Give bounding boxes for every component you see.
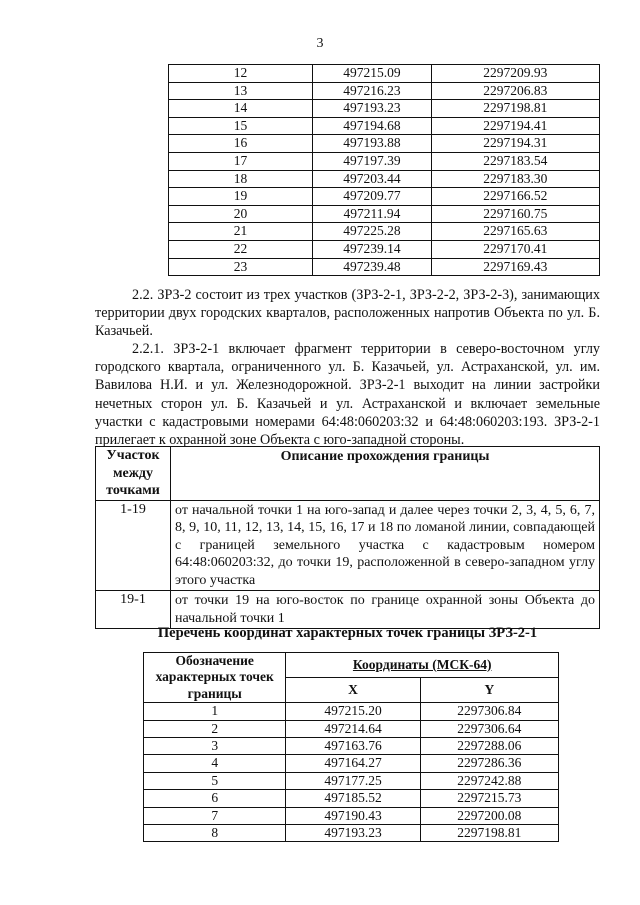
point-cell: 5 bbox=[144, 772, 286, 789]
point-cell: 18 bbox=[169, 170, 313, 188]
y-cell: 2297160.75 bbox=[431, 205, 599, 223]
y-cell: 2297200.08 bbox=[420, 807, 558, 824]
point-cell: 16 bbox=[169, 135, 313, 153]
y-cell: 2297209.93 bbox=[431, 65, 599, 83]
x-cell: 497211.94 bbox=[313, 205, 432, 223]
y-cell: 2297183.54 bbox=[431, 152, 599, 170]
x-cell: 497197.39 bbox=[313, 152, 432, 170]
point-cell: 14 bbox=[169, 100, 313, 118]
table-row bbox=[169, 117, 600, 135]
y-cell: 2297306.84 bbox=[420, 703, 558, 720]
y-cell: 2297166.52 bbox=[431, 188, 599, 206]
y-cell: 2297286.36 bbox=[420, 755, 558, 772]
table-row bbox=[144, 807, 559, 824]
y-cell: 2297215.73 bbox=[420, 790, 558, 807]
x-cell: 497215.09 bbox=[313, 65, 432, 83]
table-row bbox=[144, 738, 559, 755]
y-cell: 2297198.81 bbox=[420, 825, 558, 842]
table-row bbox=[169, 82, 600, 100]
table-row bbox=[169, 100, 600, 118]
table-row bbox=[144, 825, 559, 842]
x-cell: 497163.76 bbox=[286, 738, 420, 755]
x-cell: 497239.14 bbox=[313, 240, 432, 258]
point-cell: 8 bbox=[144, 825, 286, 842]
y-cell: 2297170.41 bbox=[431, 240, 599, 258]
x-cell: 497177.25 bbox=[286, 772, 420, 789]
point-cell: 19 bbox=[169, 188, 313, 206]
header-description: Описание прохождения границы bbox=[171, 447, 600, 501]
paragraph-zrz-2-1: 2.2.1. ЗРЗ-2-1 включает фрагмент территории в северо-восточном углу городского квартала, ограниченного ул. Б. Казачьей, ул. Астраханской, ул. им. Вавилова Н.И. и ул. Железнодорожной. ЗРЗ-2-1 выходит на линии застройки нечетных сторон ул. Б. Казачьей и ул. Астраханской и включает земельные участки с кадастровыми номерами 64:48:060203:32 и 64:48:060203:193. ЗРЗ-2-1 прилегает к охранной зоне Объекта с юго-западной стороны. bbox=[95, 341, 600, 449]
segment-cell: 19-1 bbox=[96, 591, 171, 629]
x-cell: 497214.64 bbox=[286, 720, 420, 737]
table-row bbox=[169, 152, 600, 170]
y-cell: 2297165.63 bbox=[431, 223, 599, 241]
description-cell: от точки 19 на юго-восток по границе охранной зоны Объекта до начальной точки 1 bbox=[171, 591, 600, 629]
header-point-designation: Обозначение характерных точек границы bbox=[144, 653, 286, 703]
table-row bbox=[169, 205, 600, 223]
coordinates-table-zrz-2-1 bbox=[143, 652, 559, 842]
x-cell: 497193.23 bbox=[313, 100, 432, 118]
table-row bbox=[169, 65, 600, 83]
boundary-description-table bbox=[95, 446, 600, 629]
x-cell: 497225.28 bbox=[313, 223, 432, 241]
x-cell: 497215.20 bbox=[286, 703, 420, 720]
x-cell: 497239.48 bbox=[313, 258, 432, 276]
x-cell: 497194.68 bbox=[313, 117, 432, 135]
table-row bbox=[96, 591, 600, 629]
table-row bbox=[169, 188, 600, 206]
table-row bbox=[144, 790, 559, 807]
point-cell: 1 bbox=[144, 703, 286, 720]
point-cell: 17 bbox=[169, 152, 313, 170]
segment-cell: 1-19 bbox=[96, 500, 171, 591]
point-cell: 23 bbox=[169, 258, 313, 276]
table-caption: Перечень координат характерных точек границы ЗРЗ-2-1 bbox=[157, 625, 538, 641]
y-cell: 2297206.83 bbox=[431, 82, 599, 100]
table-row bbox=[144, 720, 559, 737]
x-cell: 497209.77 bbox=[313, 188, 432, 206]
y-cell: 2297183.30 bbox=[431, 170, 599, 188]
x-cell: 497203.44 bbox=[313, 170, 432, 188]
table-row bbox=[144, 703, 559, 720]
header-y: Y bbox=[420, 678, 558, 703]
point-cell: 13 bbox=[169, 82, 313, 100]
point-cell: 15 bbox=[169, 117, 313, 135]
table-row bbox=[169, 135, 600, 153]
y-cell: 2297198.81 bbox=[431, 100, 599, 118]
y-cell: 2297194.41 bbox=[431, 117, 599, 135]
header-coordinates: Координаты (МСК-64) bbox=[286, 653, 559, 678]
x-cell: 497193.88 bbox=[313, 135, 432, 153]
y-cell: 2297169.43 bbox=[431, 258, 599, 276]
table-row bbox=[144, 755, 559, 772]
table-row bbox=[169, 223, 600, 241]
header-x: X bbox=[286, 678, 420, 703]
point-cell: 2 bbox=[144, 720, 286, 737]
paragraph-zrz-2: 2.2. ЗРЗ-2 состоит из трех участков (ЗРЗ-2-1, ЗРЗ-2-2, ЗРЗ-2-3), занимающих территории двух городских кварталов, расположенных напротив Объекта по ул. Б. Казачьей. bbox=[95, 287, 600, 340]
point-cell: 3 bbox=[144, 738, 286, 755]
point-cell: 20 bbox=[169, 205, 313, 223]
y-cell: 2297242.88 bbox=[420, 772, 558, 789]
point-cell: 7 bbox=[144, 807, 286, 824]
point-cell: 6 bbox=[144, 790, 286, 807]
table-row bbox=[169, 240, 600, 258]
point-cell: 21 bbox=[169, 223, 313, 241]
x-cell: 497190.43 bbox=[286, 807, 420, 824]
page-number: 3 bbox=[316, 36, 324, 51]
x-cell: 497216.23 bbox=[313, 82, 432, 100]
point-cell: 22 bbox=[169, 240, 313, 258]
table-row bbox=[144, 772, 559, 789]
y-cell: 2297306.64 bbox=[420, 720, 558, 737]
table-row bbox=[169, 170, 600, 188]
x-cell: 497185.52 bbox=[286, 790, 420, 807]
point-cell: 12 bbox=[169, 65, 313, 83]
table-row bbox=[96, 500, 600, 591]
header-segment: Участок между точками bbox=[96, 447, 171, 501]
y-cell: 2297194.31 bbox=[431, 135, 599, 153]
description-cell: от начальной точки 1 на юго-запад и далее через точки 2, 3, 4, 5, 6, 7, 8, 9, 10, 11, 12, 13, 14, 15, 16, 17 и 18 по ломаной линии, совпадающей с границей земельного участка с кадастровым номером 64:48:060203:32, до точки 19, расположенной в северо-западном углу этого участка bbox=[171, 500, 600, 591]
table-row bbox=[169, 258, 600, 276]
x-cell: 497164.27 bbox=[286, 755, 420, 772]
coordinates-table-continued bbox=[168, 64, 600, 276]
y-cell: 2297288.06 bbox=[420, 738, 558, 755]
x-cell: 497193.23 bbox=[286, 825, 420, 842]
point-cell: 4 bbox=[144, 755, 286, 772]
